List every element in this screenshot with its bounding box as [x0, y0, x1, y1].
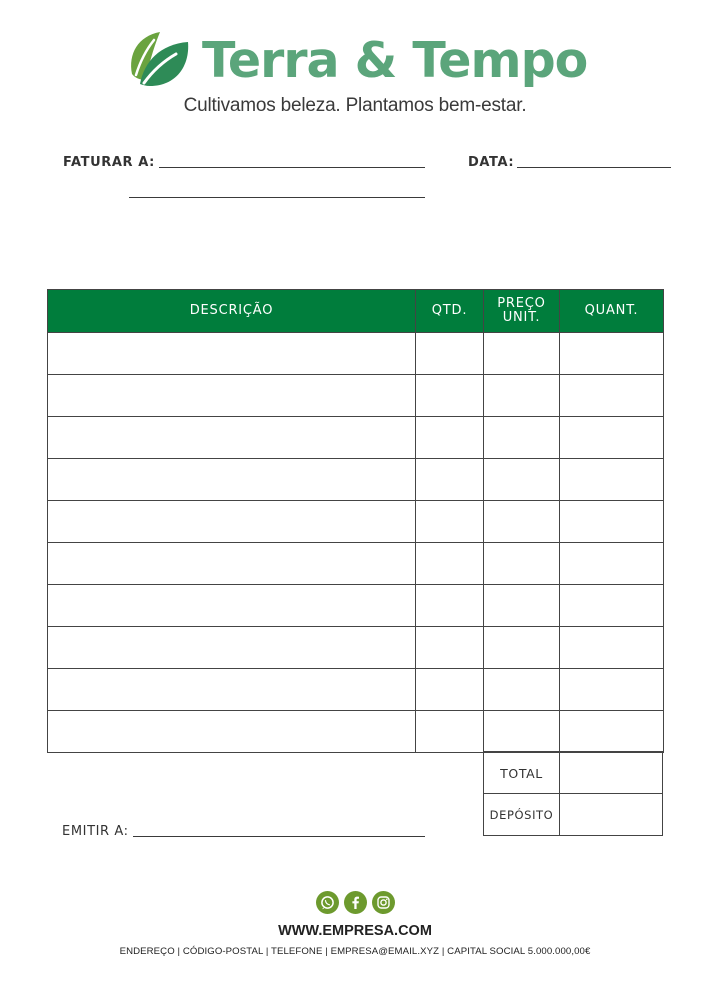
- brand-name: Terra & Tempo: [202, 32, 588, 89]
- amount-cell[interactable]: [560, 585, 664, 627]
- website: WWW.EMPRESA.COM: [278, 923, 432, 939]
- unit-price-cell[interactable]: [484, 459, 560, 501]
- table-row: [48, 333, 664, 375]
- table-row: [48, 543, 664, 585]
- bill-to-line-1[interactable]: [159, 167, 425, 168]
- description-cell[interactable]: [48, 459, 416, 501]
- quantity-cell[interactable]: [416, 417, 484, 459]
- description-cell[interactable]: [48, 543, 416, 585]
- table-row: [48, 459, 664, 501]
- description-cell[interactable]: [48, 501, 416, 543]
- quantity-cell[interactable]: [416, 501, 484, 543]
- table-row: [48, 669, 664, 711]
- bill-to-line-2[interactable]: [129, 197, 425, 198]
- description-cell[interactable]: [48, 627, 416, 669]
- company-logo: [126, 28, 586, 92]
- unit-price-cell[interactable]: [484, 543, 560, 585]
- table-header-row: [48, 290, 664, 333]
- amount-cell[interactable]: [560, 333, 664, 375]
- unit-price-cell[interactable]: [484, 417, 560, 459]
- issue-to-line[interactable]: [133, 836, 425, 837]
- amount-cell[interactable]: [560, 543, 664, 585]
- header-unit-price-label: PREÇO UNIT.: [497, 296, 546, 325]
- unit-price-cell[interactable]: [484, 627, 560, 669]
- amount-cell[interactable]: [560, 501, 664, 543]
- total-label: TOTAL: [500, 766, 543, 781]
- whatsapp-icon[interactable]: [316, 891, 339, 914]
- amount-cell[interactable]: [560, 459, 664, 501]
- table-row: [48, 711, 664, 753]
- header-unit-price: [484, 290, 560, 333]
- quantity-cell[interactable]: [416, 585, 484, 627]
- facebook-icon[interactable]: [344, 891, 367, 914]
- issue-to-label: EMITIR A:: [62, 824, 129, 839]
- table-body: [48, 333, 664, 753]
- quantity-cell[interactable]: [416, 711, 484, 753]
- description-cell[interactable]: [48, 333, 416, 375]
- header-amount: QUANT.: [560, 290, 664, 333]
- unit-price-cell[interactable]: [484, 501, 560, 543]
- table-row: [48, 627, 664, 669]
- quantity-cell[interactable]: [416, 375, 484, 417]
- address-line: ENDEREÇO | CÓDIGO-POSTAL | TELEFONE | EMPRESA@EMAIL.XYZ | CAPITAL SOCIAL 5.000.000,00€: [119, 946, 591, 957]
- description-cell[interactable]: [48, 417, 416, 459]
- table-row: [48, 585, 664, 627]
- description-cell[interactable]: [48, 375, 416, 417]
- amount-cell[interactable]: [560, 627, 664, 669]
- table-row: [48, 375, 664, 417]
- amount-cell[interactable]: [560, 669, 664, 711]
- quantity-cell[interactable]: [416, 459, 484, 501]
- date-line[interactable]: [517, 167, 671, 168]
- date-label: DATA:: [468, 155, 515, 170]
- instagram-icon[interactable]: [372, 891, 395, 914]
- amount-cell[interactable]: [560, 375, 664, 417]
- quantity-cell[interactable]: [416, 543, 484, 585]
- leaf-icon: [126, 28, 192, 90]
- items-table: [47, 289, 664, 753]
- deposit-value-cell[interactable]: [560, 794, 662, 835]
- table-row: [48, 417, 664, 459]
- social-icons: [316, 891, 396, 915]
- header-quantity: QTD.: [416, 290, 484, 333]
- description-cell[interactable]: [48, 585, 416, 627]
- unit-price-cell[interactable]: [484, 711, 560, 753]
- quantity-cell[interactable]: [416, 333, 484, 375]
- quantity-cell[interactable]: [416, 627, 484, 669]
- header-description: DESCRIÇÃO: [48, 290, 416, 333]
- description-cell[interactable]: [48, 711, 416, 753]
- description-cell[interactable]: [48, 669, 416, 711]
- unit-price-cell[interactable]: [484, 375, 560, 417]
- table-row: [48, 501, 664, 543]
- bill-to-label: FATURAR A:: [63, 155, 155, 170]
- total-value-cell[interactable]: [560, 752, 662, 793]
- amount-cell[interactable]: [560, 417, 664, 459]
- amount-cell[interactable]: [560, 711, 664, 753]
- unit-price-cell[interactable]: [484, 669, 560, 711]
- quantity-cell[interactable]: [416, 669, 484, 711]
- unit-price-cell[interactable]: [484, 333, 560, 375]
- deposit-label: DEPÓSITO: [489, 808, 554, 822]
- tagline: Cultivamos beleza. Plantamos bem-estar.: [183, 95, 527, 116]
- unit-price-cell[interactable]: [484, 585, 560, 627]
